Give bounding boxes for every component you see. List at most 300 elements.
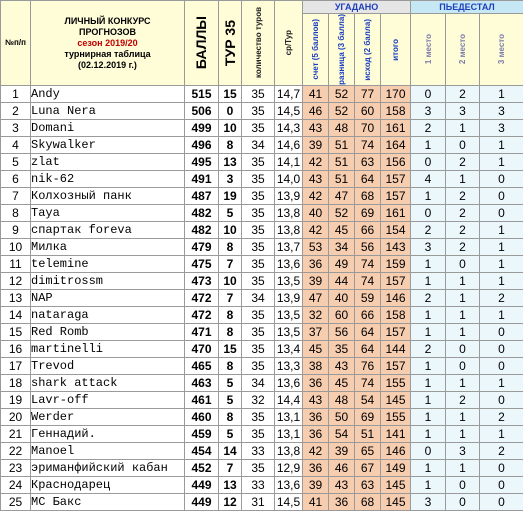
place3-cell: 0 — [480, 324, 523, 341]
tours-count-cell: 35 — [242, 188, 275, 205]
total-guessed-cell: 144 — [381, 341, 411, 358]
outcome-guessed-cell: 74 — [355, 273, 381, 290]
place1-cell: 1 — [411, 460, 446, 477]
points-cell: 473 — [185, 273, 219, 290]
diff-guessed-cell: 45 — [329, 375, 355, 392]
points-cell: 449 — [185, 477, 219, 494]
average-cell: 14,7 — [275, 86, 303, 103]
tours-count-cell: 35 — [242, 239, 275, 256]
place3-cell: 1 — [480, 222, 523, 239]
date-label: (02.12.2019 г.) — [31, 60, 184, 71]
row-number: 4 — [1, 137, 31, 154]
row-number: 1 — [1, 86, 31, 103]
points-cell: 487 — [185, 188, 219, 205]
tours-count-cell: 31 — [242, 494, 275, 511]
tours-count-cell: 35 — [242, 358, 275, 375]
place1-cell: 1 — [411, 273, 446, 290]
player-name: Domani — [31, 120, 185, 137]
score-guessed-cell: 36 — [303, 409, 329, 426]
total-guessed-cell: 146 — [381, 290, 411, 307]
score-guessed-cell: 32 — [303, 307, 329, 324]
place1-cell: 1 — [411, 324, 446, 341]
diff-guessed-cell: 35 — [329, 341, 355, 358]
tour-points-cell: 15 — [219, 86, 242, 103]
outcome-guessed-cell: 63 — [355, 477, 381, 494]
score-guessed-cell: 43 — [303, 171, 329, 188]
score-guessed-cell: 38 — [303, 358, 329, 375]
place2-cell: 2 — [446, 239, 480, 256]
tour-points-cell: 8 — [219, 239, 242, 256]
score-guessed-cell: 41 — [303, 86, 329, 103]
place2-cell: 0 — [446, 341, 480, 358]
diff-guessed-cell: 48 — [329, 392, 355, 409]
row-number: 12 — [1, 273, 31, 290]
tours-count-cell: 35 — [242, 171, 275, 188]
column-header-place3: 3 место — [480, 14, 523, 86]
points-cell: 470 — [185, 341, 219, 358]
place3-cell: 1 — [480, 154, 523, 171]
column-header-number: №п/п — [1, 1, 31, 86]
outcome-guessed-cell: 63 — [355, 154, 381, 171]
total-guessed-cell: 155 — [381, 375, 411, 392]
group-header-guessed: УГАДАНО — [303, 1, 411, 14]
place2-cell: 2 — [446, 222, 480, 239]
outcome-guessed-cell: 69 — [355, 205, 381, 222]
outcome-guessed-cell: 51 — [355, 426, 381, 443]
points-cell: 471 — [185, 324, 219, 341]
place1-cell: 1 — [411, 137, 446, 154]
diff-guessed-cell: 44 — [329, 273, 355, 290]
average-cell: 13,9 — [275, 290, 303, 307]
total-guessed-cell: 146 — [381, 443, 411, 460]
place1-cell: 0 — [411, 86, 446, 103]
tour-points-cell: 7 — [219, 290, 242, 307]
average-cell: 14,5 — [275, 103, 303, 120]
player-name: Manoel — [31, 443, 185, 460]
place1-cell: 0 — [411, 443, 446, 460]
place2-cell: 3 — [446, 103, 480, 120]
average-cell: 12,9 — [275, 460, 303, 477]
average-cell: 13,3 — [275, 358, 303, 375]
player-name: nik-62 — [31, 171, 185, 188]
total-guessed-cell: 157 — [381, 358, 411, 375]
score-guessed-cell: 36 — [303, 426, 329, 443]
outcome-guessed-cell: 59 — [355, 290, 381, 307]
player-name: Andy — [31, 86, 185, 103]
table-row — [1, 154, 523, 171]
place1-cell: 1 — [411, 256, 446, 273]
player-name: спартак foreva — [31, 222, 185, 239]
tour-points-cell: 12 — [219, 494, 242, 511]
place2-cell: 0 — [446, 358, 480, 375]
player-name: Werder — [31, 409, 185, 426]
tours-count-cell: 35 — [242, 341, 275, 358]
tours-count-cell: 34 — [242, 375, 275, 392]
diff-guessed-cell: 34 — [329, 239, 355, 256]
column-header-outcome: исход (2 балла) — [355, 14, 381, 86]
points-cell: 491 — [185, 171, 219, 188]
tour-points-cell: 5 — [219, 205, 242, 222]
player-name: Колхозный панк — [31, 188, 185, 205]
table-row — [1, 205, 523, 222]
score-guessed-cell: 39 — [303, 273, 329, 290]
row-number: 7 — [1, 188, 31, 205]
table-row — [1, 290, 523, 307]
diff-guessed-cell: 51 — [329, 154, 355, 171]
outcome-guessed-cell: 60 — [355, 103, 381, 120]
place2-cell: 2 — [446, 392, 480, 409]
points-cell: 496 — [185, 137, 219, 154]
points-cell: 459 — [185, 426, 219, 443]
tour-points-cell: 13 — [219, 477, 242, 494]
place2-cell: 1 — [446, 273, 480, 290]
place1-cell: 2 — [411, 290, 446, 307]
tour-points-cell: 8 — [219, 358, 242, 375]
diff-guessed-cell: 51 — [329, 171, 355, 188]
tours-count-cell: 33 — [242, 443, 275, 460]
column-header-place1: 1 место — [411, 14, 446, 86]
player-name: Taya — [31, 205, 185, 222]
player-name: эриманфийский кабан — [31, 460, 185, 477]
diff-guessed-cell: 56 — [329, 324, 355, 341]
column-header-total: итого — [381, 14, 411, 86]
row-number: 25 — [1, 494, 31, 511]
place3-cell: 1 — [480, 137, 523, 154]
average-cell: 13,1 — [275, 426, 303, 443]
points-cell: 499 — [185, 120, 219, 137]
total-guessed-cell: 157 — [381, 171, 411, 188]
diff-guessed-cell: 52 — [329, 205, 355, 222]
diff-guessed-cell: 60 — [329, 307, 355, 324]
total-guessed-cell: 170 — [381, 86, 411, 103]
row-number: 2 — [1, 103, 31, 120]
score-guessed-cell: 36 — [303, 460, 329, 477]
total-guessed-cell: 158 — [381, 103, 411, 120]
outcome-guessed-cell: 66 — [355, 307, 381, 324]
title-line2: ПРОГНОЗОВ — [31, 27, 184, 38]
outcome-guessed-cell: 56 — [355, 239, 381, 256]
row-number: 6 — [1, 171, 31, 188]
row-number: 10 — [1, 239, 31, 256]
row-number: 8 — [1, 205, 31, 222]
score-guessed-cell: 40 — [303, 205, 329, 222]
points-cell: 449 — [185, 494, 219, 511]
row-number: 22 — [1, 443, 31, 460]
score-guessed-cell: 46 — [303, 103, 329, 120]
points-cell: 495 — [185, 154, 219, 171]
score-guessed-cell: 43 — [303, 392, 329, 409]
player-name: nataraga — [31, 307, 185, 324]
points-cell: 472 — [185, 290, 219, 307]
place2-cell: 1 — [446, 120, 480, 137]
total-guessed-cell: 141 — [381, 426, 411, 443]
points-cell: 472 — [185, 307, 219, 324]
tours-count-cell: 35 — [242, 273, 275, 290]
table-row — [1, 460, 523, 477]
average-cell: 14,0 — [275, 171, 303, 188]
tour-points-cell: 15 — [219, 341, 242, 358]
diff-guessed-cell: 40 — [329, 290, 355, 307]
points-cell: 461 — [185, 392, 219, 409]
place1-cell: 3 — [411, 494, 446, 511]
place3-cell: 0 — [480, 188, 523, 205]
points-cell: 482 — [185, 222, 219, 239]
points-cell: 475 — [185, 256, 219, 273]
place2-cell: 1 — [446, 171, 480, 188]
table-row — [1, 307, 523, 324]
total-guessed-cell: 154 — [381, 222, 411, 239]
table-row — [1, 358, 523, 375]
diff-guessed-cell: 49 — [329, 256, 355, 273]
player-name: МС Бакс — [31, 494, 185, 511]
tour-points-cell: 10 — [219, 222, 242, 239]
diff-guessed-cell: 39 — [329, 443, 355, 460]
average-cell: 13,5 — [275, 273, 303, 290]
place2-cell: 1 — [446, 324, 480, 341]
tour-points-cell: 14 — [219, 443, 242, 460]
outcome-guessed-cell: 76 — [355, 358, 381, 375]
table-row — [1, 137, 523, 154]
place1-cell: 0 — [411, 205, 446, 222]
player-name: telemine — [31, 256, 185, 273]
place1-cell: 1 — [411, 409, 446, 426]
tours-count-cell: 35 — [242, 256, 275, 273]
total-guessed-cell: 158 — [381, 307, 411, 324]
player-name: Red Romb — [31, 324, 185, 341]
place2-cell: 3 — [446, 443, 480, 460]
table-row — [1, 324, 523, 341]
total-guessed-cell: 157 — [381, 324, 411, 341]
total-guessed-cell: 159 — [381, 256, 411, 273]
place3-cell: 1 — [480, 375, 523, 392]
diff-guessed-cell: 51 — [329, 137, 355, 154]
place2-cell: 2 — [446, 188, 480, 205]
tour-points-cell: 10 — [219, 120, 242, 137]
place1-cell: 1 — [411, 375, 446, 392]
place3-cell: 0 — [480, 171, 523, 188]
score-guessed-cell: 39 — [303, 477, 329, 494]
place3-cell: 1 — [480, 256, 523, 273]
table-row — [1, 171, 523, 188]
place2-cell: 1 — [446, 426, 480, 443]
tour-points-cell: 7 — [219, 256, 242, 273]
column-header-average: ср/Тур — [275, 1, 303, 86]
place1-cell: 1 — [411, 477, 446, 494]
outcome-guessed-cell: 64 — [355, 341, 381, 358]
table-row — [1, 426, 523, 443]
place3-cell: 1 — [480, 239, 523, 256]
average-cell: 13,5 — [275, 307, 303, 324]
diff-guessed-cell: 36 — [329, 494, 355, 511]
player-name: Милка — [31, 239, 185, 256]
place3-cell: 1 — [480, 273, 523, 290]
place2-cell: 0 — [446, 477, 480, 494]
place3-cell: 2 — [480, 443, 523, 460]
place3-cell: 0 — [480, 205, 523, 222]
average-cell: 14,6 — [275, 137, 303, 154]
table-row — [1, 256, 523, 273]
average-cell: 13,9 — [275, 188, 303, 205]
total-guessed-cell: 156 — [381, 154, 411, 171]
diff-guessed-cell: 43 — [329, 358, 355, 375]
table-row — [1, 341, 523, 358]
place3-cell: 3 — [480, 120, 523, 137]
score-guessed-cell: 41 — [303, 494, 329, 511]
total-guessed-cell: 145 — [381, 494, 411, 511]
place3-cell: 0 — [480, 494, 523, 511]
table-row — [1, 273, 523, 290]
outcome-guessed-cell: 54 — [355, 392, 381, 409]
average-cell: 13,5 — [275, 324, 303, 341]
table-row — [1, 103, 523, 120]
tours-count-cell: 35 — [242, 222, 275, 239]
row-number: 18 — [1, 375, 31, 392]
table-row — [1, 477, 523, 494]
table-row — [1, 375, 523, 392]
tours-count-cell: 33 — [242, 477, 275, 494]
table-row — [1, 443, 523, 460]
average-cell: 13,4 — [275, 341, 303, 358]
place1-cell: 4 — [411, 171, 446, 188]
score-guessed-cell: 42 — [303, 188, 329, 205]
tour-points-cell: 13 — [219, 154, 242, 171]
place1-cell: 1 — [411, 307, 446, 324]
total-guessed-cell: 145 — [381, 392, 411, 409]
score-guessed-cell: 43 — [303, 120, 329, 137]
outcome-guessed-cell: 70 — [355, 120, 381, 137]
diff-guessed-cell: 48 — [329, 120, 355, 137]
place3-cell: 0 — [480, 341, 523, 358]
average-cell: 13,6 — [275, 375, 303, 392]
player-name: Trevod — [31, 358, 185, 375]
place2-cell: 2 — [446, 154, 480, 171]
points-cell: 452 — [185, 460, 219, 477]
tour-points-cell: 8 — [219, 409, 242, 426]
average-cell: 14,3 — [275, 120, 303, 137]
subtitle-label: турнирная таблица — [31, 49, 184, 60]
place3-cell: 1 — [480, 86, 523, 103]
tours-count-cell: 32 — [242, 392, 275, 409]
place2-cell: 2 — [446, 86, 480, 103]
average-cell: 14,4 — [275, 392, 303, 409]
table-row — [1, 188, 523, 205]
outcome-guessed-cell: 69 — [355, 409, 381, 426]
row-number: 13 — [1, 290, 31, 307]
place1-cell: 3 — [411, 103, 446, 120]
player-name: Lavr-off — [31, 392, 185, 409]
average-cell: 13,8 — [275, 205, 303, 222]
row-number: 15 — [1, 324, 31, 341]
column-header-tour: ТУР 35 — [219, 1, 242, 86]
title-line1: ЛИЧНЫЙ КОНКУРС — [31, 16, 184, 27]
points-cell: 482 — [185, 205, 219, 222]
outcome-guessed-cell: 74 — [355, 375, 381, 392]
tours-count-cell: 34 — [242, 290, 275, 307]
score-guessed-cell: 39 — [303, 137, 329, 154]
diff-guessed-cell: 46 — [329, 460, 355, 477]
row-number: 14 — [1, 307, 31, 324]
row-number: 5 — [1, 154, 31, 171]
points-cell: 460 — [185, 409, 219, 426]
total-guessed-cell: 157 — [381, 273, 411, 290]
column-header-tours-count: количество туров — [242, 1, 275, 86]
score-guessed-cell: 36 — [303, 375, 329, 392]
diff-guessed-cell: 52 — [329, 86, 355, 103]
outcome-guessed-cell: 67 — [355, 460, 381, 477]
outcome-guessed-cell: 74 — [355, 256, 381, 273]
place3-cell: 3 — [480, 103, 523, 120]
tour-points-cell: 0 — [219, 103, 242, 120]
score-guessed-cell: 37 — [303, 324, 329, 341]
diff-guessed-cell: 47 — [329, 188, 355, 205]
player-name: martinelli — [31, 341, 185, 358]
tours-count-cell: 35 — [242, 426, 275, 443]
player-name: shark attack — [31, 375, 185, 392]
tour-points-cell: 10 — [219, 273, 242, 290]
average-cell: 14,5 — [275, 494, 303, 511]
row-number: 21 — [1, 426, 31, 443]
total-guessed-cell: 161 — [381, 205, 411, 222]
place2-cell: 1 — [446, 409, 480, 426]
row-number: 9 — [1, 222, 31, 239]
place3-cell: 2 — [480, 409, 523, 426]
group-header-podium: ПЬЕДЕСТАЛ — [411, 1, 523, 14]
tour-points-cell: 5 — [219, 375, 242, 392]
tour-points-cell: 8 — [219, 137, 242, 154]
place2-cell: 2 — [446, 205, 480, 222]
place3-cell: 2 — [480, 290, 523, 307]
row-number: 24 — [1, 477, 31, 494]
score-guessed-cell: 42 — [303, 154, 329, 171]
tours-count-cell: 35 — [242, 460, 275, 477]
outcome-guessed-cell: 68 — [355, 188, 381, 205]
tour-points-cell: 8 — [219, 324, 242, 341]
score-guessed-cell: 47 — [303, 290, 329, 307]
season-label: сезон 2019/20 — [31, 38, 184, 49]
table-row — [1, 409, 523, 426]
tour-points-cell: 8 — [219, 307, 242, 324]
place2-cell: 0 — [446, 494, 480, 511]
tours-count-cell: 35 — [242, 120, 275, 137]
average-cell: 13,6 — [275, 256, 303, 273]
diff-guessed-cell: 45 — [329, 222, 355, 239]
tours-count-cell: 34 — [242, 137, 275, 154]
outcome-guessed-cell: 65 — [355, 443, 381, 460]
place1-cell: 1 — [411, 188, 446, 205]
outcome-guessed-cell: 64 — [355, 324, 381, 341]
row-number: 3 — [1, 120, 31, 137]
tours-count-cell: 35 — [242, 103, 275, 120]
place3-cell: 0 — [480, 392, 523, 409]
tour-points-cell: 5 — [219, 426, 242, 443]
tours-count-cell: 35 — [242, 409, 275, 426]
row-number: 20 — [1, 409, 31, 426]
place2-cell: 1 — [446, 290, 480, 307]
row-number: 23 — [1, 460, 31, 477]
table-row — [1, 392, 523, 409]
place2-cell: 1 — [446, 460, 480, 477]
average-cell: 13,8 — [275, 443, 303, 460]
average-cell: 14,1 — [275, 154, 303, 171]
tours-count-cell: 35 — [242, 154, 275, 171]
player-name: Краснодарец — [31, 477, 185, 494]
outcome-guessed-cell: 68 — [355, 494, 381, 511]
table-row — [1, 239, 523, 256]
table-title-block — [31, 1, 185, 86]
average-cell: 13,1 — [275, 409, 303, 426]
place1-cell: 2 — [411, 222, 446, 239]
score-guessed-cell: 42 — [303, 222, 329, 239]
